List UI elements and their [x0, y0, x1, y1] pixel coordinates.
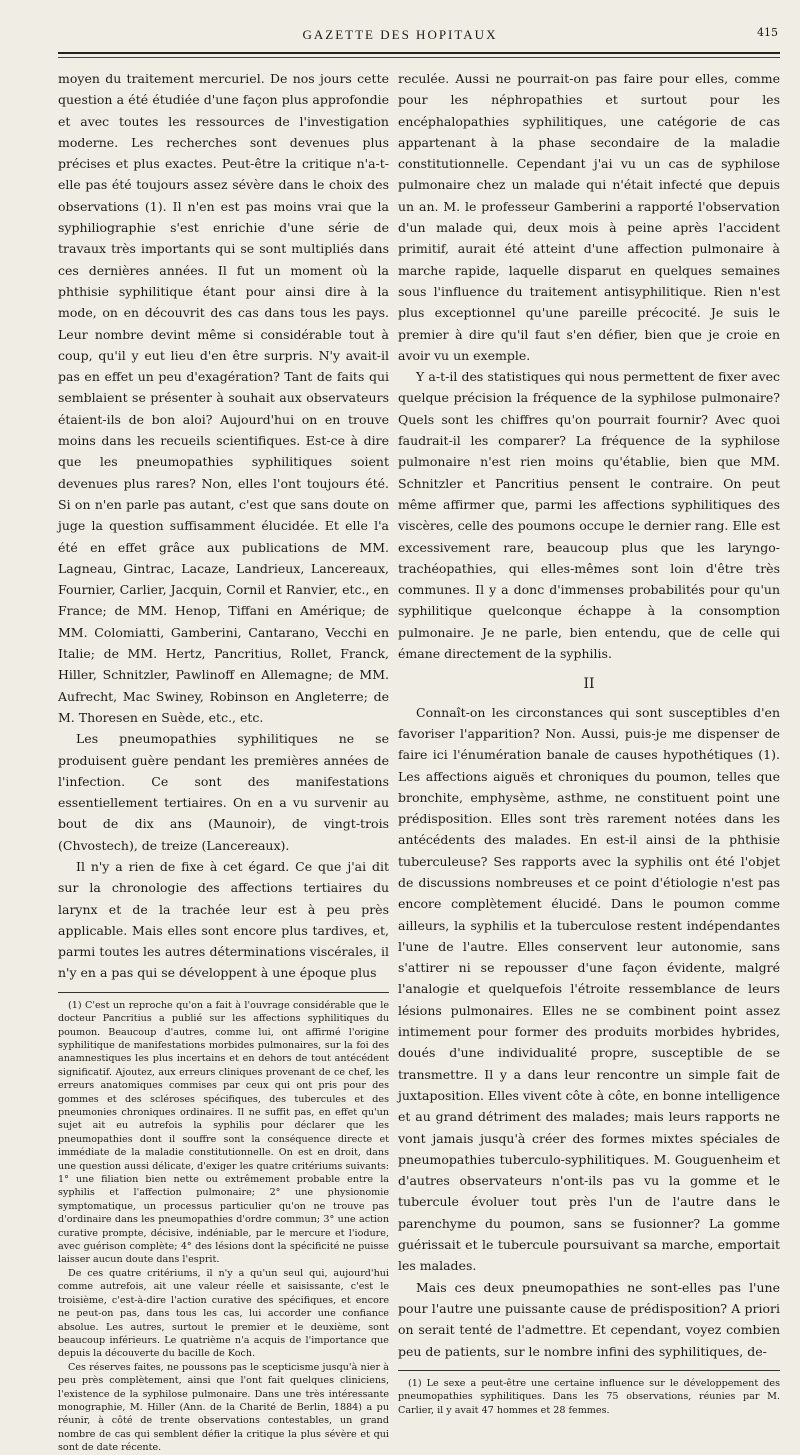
footnote-rule [398, 1370, 780, 1371]
footnote: (1) Le sexe a peut-être une certaine influence sur le développement des pneumopathies syphilitiques. Dans les 75 observations, réunies par M. Carlier, il y avait 47 hommes et 28 femmes. [398, 1377, 780, 1416]
footnotes [58, 999, 389, 1455]
page-header [0, 0, 800, 62]
section-number: II [583, 676, 595, 693]
paragraph: reculée. Aussi ne pourrait-on pas faire pour elles, comme pour les néphropathies et surtout pour les encéphalopathies syphilitiques, une catégorie de cas appartenant à la phase secondaire de la maladie constitutionnelle. Cependant j'ai vu un cas de syphilose pulmonaire chez un malade qui n'était infecté que depuis un an. M. le professeur Gamberini a rapporté l'observation d'un malade qui, deux mois à peine après l'accident primitif, aurait été atteint d'une affection pulmonaire à marche rapide, laquelle disparut en quelques semaines sous l'influence du traitement antisyphilitique. Rien n'est plus exceptionnel qu'une pareille précocité. Je suis le premier à dire qu'il faut s'en défier, bien que je croie en avoir vu un exemple. [398, 71, 780, 363]
footnote: De ces quatre critériums, il n'y a qu'un seul qui, aujourd'hui comme autrefois, ait une valeur réelle et saisissante, c'est le troisième, c'est-à-dire l'action curative des spécifiques, et encore ne peut-on pas, dans tous les cas, lui accorder une confiance absolue. Les autres, surtout le premier et le deuxième, sont beaucoup inférieurs. Le quatrième n'a acquis de l'importance que depuis la découverte du bacille de Koch. [58, 1267, 389, 1360]
page-number: 415 [757, 26, 778, 39]
right-column [398, 68, 780, 1417]
paragraph: Y a-t-il des statistiques qui nous permettent de fixer avec quelque précision la fréquence de la syphilose pulmonaire? Quels sont les chiffres qu'on pourrait fournir? Avec quoi faudrait-il les comparer? La fréquence de la syphilose pulmonaire n'est rien moins qu'établie, bien que MM. Schnitzler et Pancritius pensent le contraire. On peut même affirmer que, parmi les affections syphilitiques des viscères, celle des poumons occupe le dernier rang. Elle est excessivement rare, beaucoup plus que les laryngo-trachéopathies, qui elles-mêmes sont loin d'être très communes. Il y a donc d'immenses probabilités pour qu'un syphilitique quelconque échappe à la consomption pulmonaire. Je ne parle, bien entendu, que de celle qui émane directement de la syphilis. [398, 369, 780, 662]
journal-title: GAZETTE DES HOPITAUX [302, 27, 498, 42]
footnote-rule [58, 992, 389, 993]
header-rule-thin [58, 57, 780, 58]
paragraph: Connaît-on les circonstances qui sont susceptibles d'en favoriser l'apparition? Non. Aussi, puis-je me dispenser de faire ici l'énumération banale de causes hypothétiques (1). Les affections aiguës et chroniques du poumon, telles que bronchite, emphysème, asthme, ne constituent point une prédisposition. Elles sont très rarement notées dans les antécédents des malades. En est-il ainsi de la phthisie tuberculeuse? Ses rapports avec la syphilis ont été l'objet de discussions nombreuses et ce point d'étiologie n'est pas encore complètement élucidé. Dans le poumon comme ailleurs, la syphilis et la tuberculose restent indépendantes l'une de l'autre. Elles conservent leur autonomie, sans s'attirer ni se repousser d'une façon évidente, malgré l'analogie et quelquefois l'étroite ressemblance de leurs lésions pulmonaires. Elles ne se combinent point assez intimement pour former des produits morbides hybrides, doués d'une individualité propre, susceptible de se transmettre. Il y a dans leur rencontre un simple fait de juxtaposition. Elles vivent côte à côte, en bonne intelligence et au grand détriment des malades; mais leurs rapports ne vont jamais jusqu'à créer des formes mixtes spéciales de pneumopathies tuberculo-syphilitiques. M. Gouguenheim et d'autres observateurs n'ont-ils pas vu la gomme et le tubercule évoluer tout près l'un de l'autre dans le parenchyme du poumon, sans se fusionner? La gomme guérissait et le tubercule poursuivant sa marche, emportait les malades. [398, 704, 780, 1274]
paragraph: Les pneumopathies syphilitiques ne se produisent guère pendant les premières années de l'infection. Ce sont des manifestations essentiellement tertiaires. On en a vu survenir au bout de dix ans (Maunoir), de vingt-trois (Chvostech), de treize (Lancereaux). [58, 731, 389, 853]
footnotes [398, 1377, 780, 1417]
paragraph: Mais ces deux pneumopathies ne sont-elles pas l'une pour l'autre une puissante cause de prédisposition? A priori on serait tenté de l'admettre. Et cependant, voyez combien peu de patients, sur le nombre infini des syphilitiques, de- [398, 1279, 780, 1359]
header-rule [58, 52, 780, 54]
footnote: (1) C'est un reproche qu'on a fait à l'ouvrage considérable que le docteur Pancritius a publié sur les affections syphilitiques du poumon. Beaucoup d'autres, comme lui, ont affirmé l'origine syphilitique de manifestations morbides pulmonaires, sur la foi des anamnestiques les plus incertains et en dehors de tout antécédent significatif. Ajoutez, aux erreurs cliniques provenant de ce chef, les erreurs anatomiques commises par ceux qui ont pris pour des gommes et des scléroses spécifiques, des tubercules et des pneumonies chroniques ordinaires. Il ne suffit pas, en effet qu'un sujet ait eu autrefois la syphilis pour déclarer que les pneumopathies dont il souffre sont la conséquence directe et immédiate de la maladie constitutionnelle. On est en droit, dans une question aussi délicate, d'exiger les quatre critériums suivants: 1° une filiation bien nette ou extrêmement probable entre la syphilis et l'affection pulmonaire; 2° une physionomie symptomatique, un processus particulier qu'on ne trouve pas d'ordinaire dans les pneumopathies d'ordre commun; 3° une action curative prompte, décisive, indéniable, par le mercure et l'iodure, avec guérison complète; 4° des lésions dont la spécificité ne puisse laisser aucun doute dans l'esprit. [58, 999, 389, 1266]
paragraph: Il n'y a rien de fixe à cet égard. Ce que j'ai dit sur la chronologie des affections tertiaires du larynx et de la trachée leur est à peu près applicable. Mais elles sont encore plus tardives, et, parmi toutes les autres déterminations viscérales, il n'y en a pas qui se développent à une époque plus [58, 858, 389, 981]
left-column [58, 68, 389, 1455]
paragraph: moyen du traitement mercuriel. De nos jours cette question a été étudiée d'une façon plus approfondie et avec toutes les ressources de l'investigation moderne. Les recherches sont devenues plus précises et plus exactes. Peut-être la critique n'a-t-elle pas été toujours assez sévère dans le choix des observations (1). Il n'en est pas moins vrai que la syphiliographie s'est enrichie d'une série de travaux très importants qui se sont multipliés dans ces dernières années. Il fut un moment où la phthisie syphilitique étant pour ainsi dire à la mode, on en découvrit des cas dans tous les pays. Leur nombre devint même si considérable tout à coup, qu'il y eut lieu d'en être surpris. N'y avait-il pas en effet un peu d'exagération? Tant de faits qui semblaient se présenter à souhait aux observateurs étaient-ils de bon aloi? Aujourd'hui on en trouve moins dans les recueils scientifiques. Est-ce à dire que les pneumopathies syphilitiques soient devenues plus rares? Non, elles l'ont toujours été. Si on n'en parle pas autant, c'est que sans doute on juge la question suffisamment élucidée. Et elle l'a été en effet grâce aux publications de MM. Lagneau, Gintrac, Lacaze, Landrieux, Lancereaux, Fournier, Carlier, Jacquin, Cornil et Ranvier, etc., en France; de MM. Henop, Tiffani en Amérique; de MM. Colomiatti, Gamberini, Cantarano, Vecchi en Italie; de MM. Hertz, Pancritius, Rollet, Franck, Hiller, Schnitzler, Pawlinoff en Allemagne; de MM. Aufrecht, Mac Swiney, Robinson en Angleterre; de M. Thoresen en Suède, etc., etc. [58, 71, 389, 725]
footnote: Ces réserves faites, ne poussons pas le scepticisme jusqu'à nier à peu près complètement, ainsi que l'ont fait quelques cliniciens, l'existence de la syphilose pulmonaire. Dans une très intéressante monographie, M. Hiller (Ann. de la Charité de Berlin, 1884) a pu réunir, à côté de trente observations contestables, un grand nombre de cas qui semblent défier la critique la plus sévère et qui sont de date récente. [58, 1361, 389, 1454]
